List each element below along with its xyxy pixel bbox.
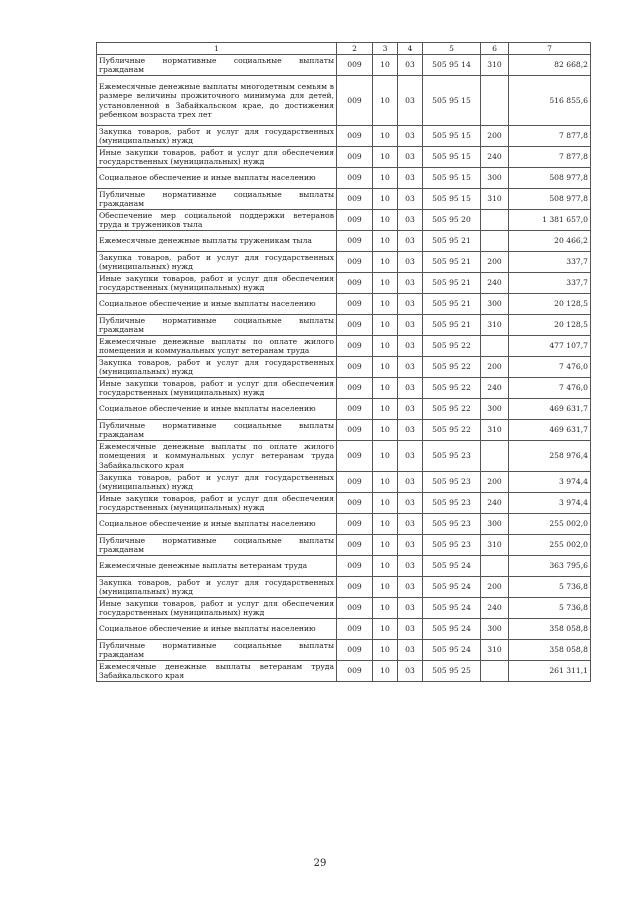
cell-subsection: 03 [398, 231, 423, 252]
cell-name: Публичные нормативные социальные выплаты гражданам [97, 189, 337, 210]
cell-expense-type [481, 76, 509, 126]
cell-name: Ежемесячные денежные выплаты по оплате жилого помещения и коммунальных услуг ветеранам труда Забайкальского края [97, 441, 337, 472]
table-row [97, 147, 591, 168]
cell-grbs: 009 [337, 294, 373, 315]
cell-section: 10 [373, 336, 398, 357]
cell-grbs: 009 [337, 357, 373, 378]
cell-grbs: 009 [337, 252, 373, 273]
cell-section: 10 [373, 147, 398, 168]
cell-section: 10 [373, 55, 398, 76]
table-row [97, 126, 591, 147]
cell-amount: 508 977,8 [509, 168, 591, 189]
column-header: 4 [398, 43, 423, 55]
cell-amount: 469 631,7 [509, 399, 591, 420]
cell-name: Иные закупки товаров, работ и услуг для обеспечения государственных (муниципальных) нужд [97, 598, 337, 619]
column-header: 7 [509, 43, 591, 55]
cell-expense-type: 310 [481, 535, 509, 556]
cell-name: Социальное обеспечение и иные выплаты населению [97, 619, 337, 640]
cell-target-item: 505 95 15 [423, 126, 481, 147]
cell-subsection: 03 [398, 420, 423, 441]
cell-target-item: 505 95 21 [423, 273, 481, 294]
cell-target-item: 505 95 20 [423, 210, 481, 231]
cell-expense-type: 240 [481, 378, 509, 399]
cell-amount: 82 668,2 [509, 55, 591, 76]
cell-name: Социальное обеспечение и иные выплаты населению [97, 294, 337, 315]
table-row [97, 472, 591, 493]
cell-expense-type: 240 [481, 598, 509, 619]
cell-amount: 358 058,8 [509, 619, 591, 640]
cell-amount: 7 476,0 [509, 378, 591, 399]
cell-section: 10 [373, 273, 398, 294]
cell-amount: 20 128,5 [509, 294, 591, 315]
cell-section: 10 [373, 210, 398, 231]
cell-target-item: 505 95 23 [423, 441, 481, 472]
column-header: 6 [481, 43, 509, 55]
cell-amount: 337,7 [509, 273, 591, 294]
cell-name: Ежемесячные денежные выплаты ветеранам труда [97, 556, 337, 577]
cell-target-item: 505 95 24 [423, 577, 481, 598]
cell-amount: 3 974,4 [509, 472, 591, 493]
table-row [97, 294, 591, 315]
cell-name: Закупка товаров, работ и услуг для государственных (муниципальных) нужд [97, 472, 337, 493]
table-header-row [97, 43, 591, 55]
cell-target-item: 505 95 15 [423, 147, 481, 168]
cell-name: Социальное обеспечение и иные выплаты населению [97, 168, 337, 189]
cell-expense-type: 200 [481, 472, 509, 493]
cell-subsection: 03 [398, 514, 423, 535]
cell-expense-type [481, 556, 509, 577]
cell-target-item: 505 95 23 [423, 493, 481, 514]
cell-section: 10 [373, 514, 398, 535]
table-row [97, 420, 591, 441]
cell-expense-type: 310 [481, 640, 509, 661]
table-row [97, 640, 591, 661]
cell-amount: 7 476,0 [509, 357, 591, 378]
cell-section: 10 [373, 420, 398, 441]
cell-amount: 20 128,5 [509, 315, 591, 336]
cell-grbs: 009 [337, 640, 373, 661]
cell-section: 10 [373, 441, 398, 472]
cell-target-item: 505 95 25 [423, 661, 481, 682]
cell-grbs: 009 [337, 126, 373, 147]
cell-subsection: 03 [398, 273, 423, 294]
cell-subsection: 03 [398, 661, 423, 682]
cell-target-item: 505 95 22 [423, 420, 481, 441]
cell-amount: 7 877,8 [509, 126, 591, 147]
table-row [97, 55, 591, 76]
cell-section: 10 [373, 294, 398, 315]
cell-grbs: 009 [337, 619, 373, 640]
cell-subsection: 03 [398, 493, 423, 514]
table-row [97, 76, 591, 126]
cell-amount: 363 795,6 [509, 556, 591, 577]
cell-grbs: 009 [337, 493, 373, 514]
cell-subsection: 03 [398, 598, 423, 619]
cell-grbs: 009 [337, 76, 373, 126]
cell-section: 10 [373, 126, 398, 147]
cell-subsection: 03 [398, 619, 423, 640]
document-page [96, 42, 590, 682]
cell-amount: 7 877,8 [509, 147, 591, 168]
table-row [97, 315, 591, 336]
cell-section: 10 [373, 189, 398, 210]
cell-subsection: 03 [398, 441, 423, 472]
cell-subsection: 03 [398, 55, 423, 76]
cell-expense-type [481, 231, 509, 252]
cell-grbs: 009 [337, 231, 373, 252]
cell-name: Иные закупки товаров, работ и услуг для обеспечения государственных (муниципальных) нужд [97, 378, 337, 399]
cell-target-item: 505 95 24 [423, 619, 481, 640]
cell-amount: 358 058,8 [509, 640, 591, 661]
cell-subsection: 03 [398, 399, 423, 420]
cell-amount: 337,7 [509, 252, 591, 273]
cell-expense-type: 200 [481, 577, 509, 598]
cell-target-item: 505 95 24 [423, 598, 481, 619]
cell-grbs: 009 [337, 336, 373, 357]
cell-expense-type: 310 [481, 55, 509, 76]
cell-grbs: 009 [337, 514, 373, 535]
cell-name: Публичные нормативные социальные выплаты гражданам [97, 535, 337, 556]
cell-grbs: 009 [337, 441, 373, 472]
cell-section: 10 [373, 661, 398, 682]
cell-name: Иные закупки товаров, работ и услуг для обеспечения государственных (муниципальных) нужд [97, 273, 337, 294]
cell-amount: 20 466,2 [509, 231, 591, 252]
cell-name: Публичные нормативные социальные выплаты гражданам [97, 640, 337, 661]
cell-subsection: 03 [398, 126, 423, 147]
cell-section: 10 [373, 231, 398, 252]
cell-grbs: 009 [337, 535, 373, 556]
cell-section: 10 [373, 577, 398, 598]
cell-expense-type: 300 [481, 619, 509, 640]
cell-section: 10 [373, 535, 398, 556]
cell-target-item: 505 95 21 [423, 294, 481, 315]
cell-target-item: 505 95 24 [423, 556, 481, 577]
cell-grbs: 009 [337, 420, 373, 441]
cell-subsection: 03 [398, 315, 423, 336]
cell-amount: 469 631,7 [509, 420, 591, 441]
cell-grbs: 009 [337, 273, 373, 294]
cell-grbs: 009 [337, 315, 373, 336]
cell-section: 10 [373, 168, 398, 189]
cell-target-item: 505 95 23 [423, 514, 481, 535]
cell-expense-type [481, 336, 509, 357]
cell-amount: 508 977,8 [509, 189, 591, 210]
cell-target-item: 505 95 21 [423, 231, 481, 252]
cell-section: 10 [373, 399, 398, 420]
cell-section: 10 [373, 619, 398, 640]
cell-subsection: 03 [398, 147, 423, 168]
page-number: 29 [313, 858, 327, 869]
cell-name: Публичные нормативные социальные выплаты гражданам [97, 420, 337, 441]
table-row [97, 189, 591, 210]
cell-subsection: 03 [398, 168, 423, 189]
cell-name: Закупка товаров, работ и услуг для государственных (муниципальных) нужд [97, 577, 337, 598]
cell-name: Социальное обеспечение и иные выплаты населению [97, 514, 337, 535]
cell-name: Социальное обеспечение и иные выплаты населению [97, 399, 337, 420]
cell-expense-type: 300 [481, 399, 509, 420]
table-row [97, 231, 591, 252]
cell-target-item: 505 95 15 [423, 76, 481, 126]
cell-amount: 1 381 657,0 [509, 210, 591, 231]
cell-expense-type: 240 [481, 273, 509, 294]
cell-target-item: 505 95 14 [423, 55, 481, 76]
cell-amount: 255 002,0 [509, 535, 591, 556]
cell-expense-type: 310 [481, 189, 509, 210]
table-row [97, 661, 591, 682]
table-row [97, 399, 591, 420]
cell-name: Закупка товаров, работ и услуг для государственных (муниципальных) нужд [97, 126, 337, 147]
cell-section: 10 [373, 252, 398, 273]
cell-grbs: 009 [337, 55, 373, 76]
cell-subsection: 03 [398, 252, 423, 273]
cell-grbs: 009 [337, 598, 373, 619]
cell-name: Ежемесячные денежные выплаты труженикам тыла [97, 231, 337, 252]
cell-name: Ежемесячные денежные выплаты ветеранам труда Забайкальского края [97, 661, 337, 682]
cell-section: 10 [373, 472, 398, 493]
cell-expense-type: 200 [481, 357, 509, 378]
cell-grbs: 009 [337, 147, 373, 168]
cell-section: 10 [373, 315, 398, 336]
cell-amount: 5 736,8 [509, 598, 591, 619]
cell-amount: 258 976,4 [509, 441, 591, 472]
cell-section: 10 [373, 378, 398, 399]
cell-expense-type: 200 [481, 126, 509, 147]
cell-target-item: 505 95 21 [423, 315, 481, 336]
cell-target-item: 505 95 22 [423, 357, 481, 378]
cell-target-item: 505 95 22 [423, 399, 481, 420]
cell-subsection: 03 [398, 535, 423, 556]
cell-grbs: 009 [337, 399, 373, 420]
cell-subsection: 03 [398, 577, 423, 598]
cell-subsection: 03 [398, 378, 423, 399]
cell-expense-type [481, 441, 509, 472]
table-row [97, 556, 591, 577]
table-row [97, 210, 591, 231]
cell-section: 10 [373, 357, 398, 378]
cell-section: 10 [373, 493, 398, 514]
cell-name: Ежемесячные денежные выплаты по оплате жилого помещения и коммунальных услуг ветеранам труда [97, 336, 337, 357]
column-header: 5 [423, 43, 481, 55]
column-header: 2 [337, 43, 373, 55]
cell-grbs: 009 [337, 378, 373, 399]
cell-target-item: 505 95 24 [423, 640, 481, 661]
cell-grbs: 009 [337, 472, 373, 493]
cell-target-item: 505 95 15 [423, 168, 481, 189]
cell-subsection: 03 [398, 357, 423, 378]
table-row [97, 168, 591, 189]
cell-grbs: 009 [337, 189, 373, 210]
cell-subsection: 03 [398, 76, 423, 126]
cell-subsection: 03 [398, 336, 423, 357]
cell-amount: 516 855,6 [509, 76, 591, 126]
cell-subsection: 03 [398, 210, 423, 231]
cell-grbs: 009 [337, 210, 373, 231]
cell-target-item: 505 95 21 [423, 252, 481, 273]
table-body [97, 55, 591, 682]
cell-target-item: 505 95 22 [423, 336, 481, 357]
cell-grbs: 009 [337, 168, 373, 189]
cell-amount: 477 107,7 [509, 336, 591, 357]
cell-grbs: 009 [337, 577, 373, 598]
cell-subsection: 03 [398, 189, 423, 210]
cell-target-item: 505 95 22 [423, 378, 481, 399]
cell-expense-type: 200 [481, 252, 509, 273]
cell-name: Публичные нормативные социальные выплаты гражданам [97, 315, 337, 336]
cell-name: Публичные нормативные социальные выплаты гражданам [97, 55, 337, 76]
cell-section: 10 [373, 598, 398, 619]
cell-name: Иные закупки товаров, работ и услуг для обеспечения государственных (муниципальных) нужд [97, 493, 337, 514]
cell-subsection: 03 [398, 640, 423, 661]
cell-subsection: 03 [398, 472, 423, 493]
cell-amount: 5 736,8 [509, 577, 591, 598]
cell-expense-type: 310 [481, 315, 509, 336]
table-row [97, 336, 591, 357]
cell-subsection: 03 [398, 556, 423, 577]
cell-name: Ежемесячные денежные выплаты многодетным семьям в размере величины прожиточного минимума для детей, установленной в Забайкальском крае, до достижения ребенком возраста трех лет [97, 76, 337, 126]
cell-name: Обеспечение мер социальной поддержки ветеранов труда и тружеников тыла [97, 210, 337, 231]
cell-amount: 255 002,0 [509, 514, 591, 535]
cell-amount: 3 974,4 [509, 493, 591, 514]
table-row [97, 252, 591, 273]
cell-expense-type: 300 [481, 514, 509, 535]
cell-grbs: 009 [337, 661, 373, 682]
cell-expense-type [481, 661, 509, 682]
table-row [97, 357, 591, 378]
cell-expense-type: 300 [481, 294, 509, 315]
cell-target-item: 505 95 15 [423, 189, 481, 210]
cell-target-item: 505 95 23 [423, 535, 481, 556]
table-row [97, 577, 591, 598]
cell-target-item: 505 95 23 [423, 472, 481, 493]
cell-expense-type: 240 [481, 493, 509, 514]
cell-name: Иные закупки товаров, работ и услуг для обеспечения государственных (муниципальных) нужд [97, 147, 337, 168]
table-row [97, 493, 591, 514]
table-row [97, 598, 591, 619]
table-row [97, 619, 591, 640]
cell-section: 10 [373, 640, 398, 661]
table-row [97, 378, 591, 399]
cell-amount: 261 311,1 [509, 661, 591, 682]
cell-section: 10 [373, 76, 398, 126]
table-row [97, 441, 591, 472]
cell-expense-type [481, 210, 509, 231]
cell-grbs: 009 [337, 556, 373, 577]
cell-expense-type: 310 [481, 420, 509, 441]
budget-table [96, 42, 591, 682]
table-row [97, 535, 591, 556]
cell-expense-type: 300 [481, 168, 509, 189]
cell-name: Закупка товаров, работ и услуг для государственных (муниципальных) нужд [97, 357, 337, 378]
table-row [97, 514, 591, 535]
cell-expense-type: 240 [481, 147, 509, 168]
column-header: 3 [373, 43, 398, 55]
column-header: 1 [97, 43, 337, 55]
cell-section: 10 [373, 556, 398, 577]
cell-name: Закупка товаров, работ и услуг для государственных (муниципальных) нужд [97, 252, 337, 273]
cell-subsection: 03 [398, 294, 423, 315]
table-row [97, 273, 591, 294]
